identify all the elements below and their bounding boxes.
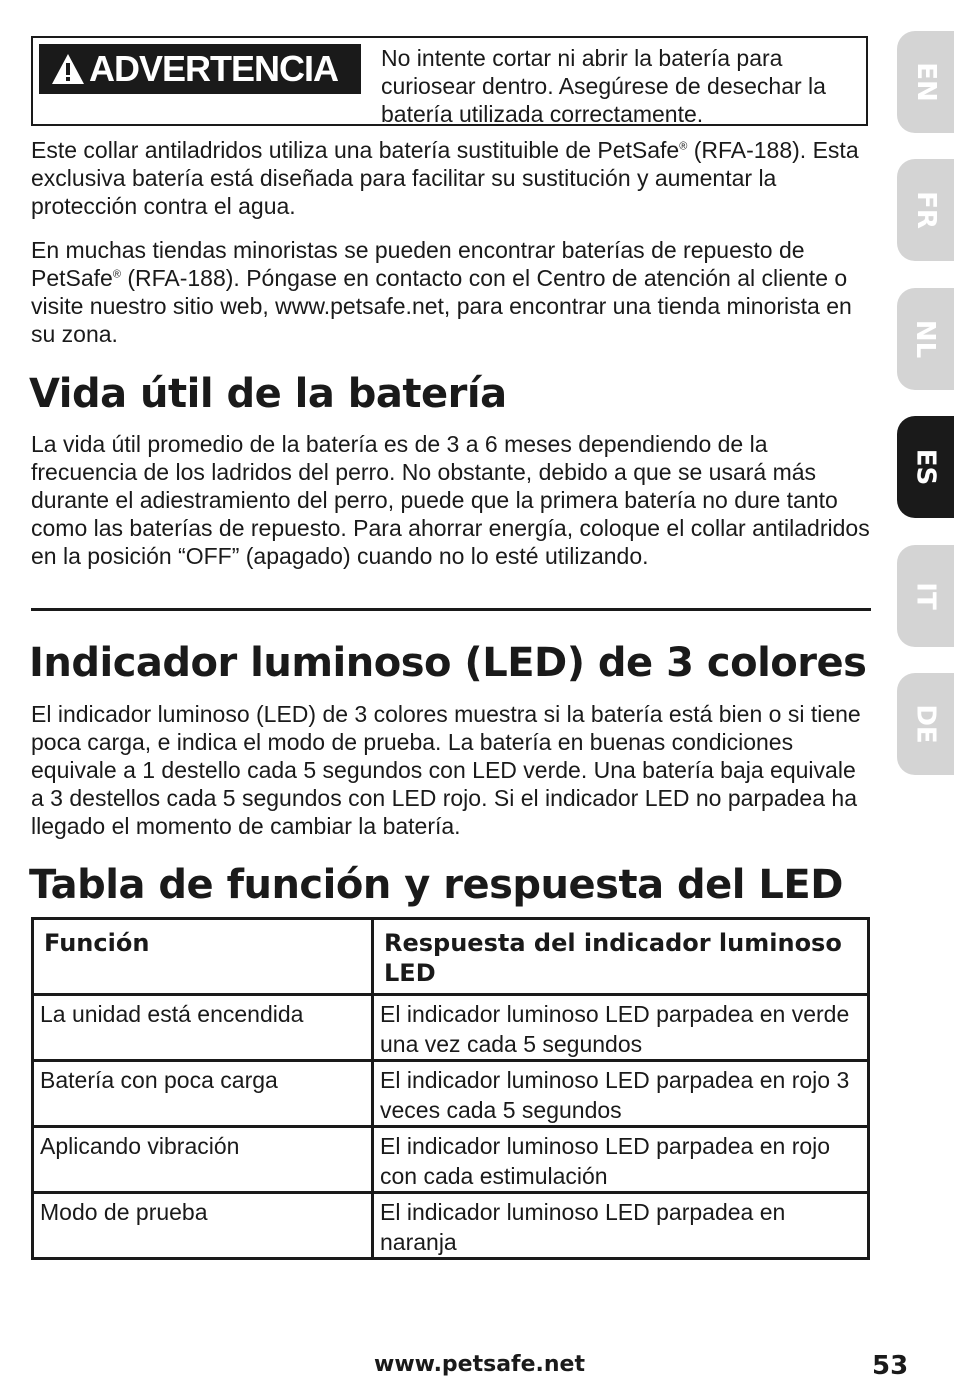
- section-divider: [31, 608, 871, 611]
- intro-p2-text-b: (RFA-188). Póngase en contacto con el Centro de atención al cliente o visite nuestro sitio web, www.petsafe.net, para encontrar una tienda minorista en su zona.: [31, 265, 852, 347]
- warning-badge: [39, 44, 361, 94]
- battery-life-text: La vida útil promedio de la batería es de 3 a 6 meses dependiendo de la frecuencia de los ladridos del perro. No obstante, debido a que se usará más durante el adiestramiento del perro, puede que la primera batería no dure tanto como las baterías de repuesto. Para ahorrar energía, coloque el collar antiladridos en la posición “OFF” (apagado) cuando no lo esté utilizando.: [31, 431, 870, 569]
- cell-function: Modo de prueba: [33, 1193, 373, 1259]
- cell-response: El indicador luminoso LED parpadea en verde una vez cada 5 segundos: [373, 995, 869, 1061]
- language-tab-nl[interactable]: [897, 288, 954, 390]
- language-tab-label: DE: [910, 704, 941, 744]
- language-tab-es[interactable]: [897, 416, 954, 518]
- cell-function: Aplicando vibración: [33, 1127, 373, 1193]
- column-header-function: Función: [33, 919, 373, 995]
- intro-p1-text-b: (RFA-188). Esta exclusiva batería está diseñada para facilitar su sustitución y aumentar la protección contra el agua.: [31, 137, 859, 219]
- table-row: [33, 995, 869, 1061]
- led-table-heading: Tabla de función y respuesta del LED: [29, 862, 843, 908]
- table-row: [33, 1061, 869, 1127]
- table-header-row: [33, 919, 869, 995]
- language-tab-it[interactable]: [897, 545, 954, 647]
- language-tab-label: EN: [910, 62, 941, 102]
- footer-website[interactable]: www.petsafe.net: [374, 1352, 585, 1377]
- led-indicator-heading: Indicador luminoso (LED) de 3 colores: [29, 640, 867, 686]
- led-function-table: [31, 917, 870, 1260]
- battery-life-heading: Vida útil de la batería: [29, 371, 507, 417]
- column-header-response: Respuesta del indicador luminoso LED: [373, 919, 869, 995]
- language-tab-label: ES: [910, 448, 941, 486]
- language-tab-label: IT: [910, 582, 941, 610]
- cell-function: La unidad está encendida: [33, 995, 373, 1061]
- language-tab-fr[interactable]: [897, 159, 954, 261]
- cell-response: El indicador luminoso LED parpadea en rojo 3 veces cada 5 segundos: [373, 1061, 869, 1127]
- language-tab-label: NL: [910, 319, 941, 359]
- intro-p2-text-a: En muchas tiendas minoristas se pueden encontrar baterías de repuesto de PetSafe: [31, 237, 805, 291]
- language-tab-en[interactable]: [897, 31, 954, 133]
- language-tab-label: FR: [910, 191, 941, 229]
- warning-box: [31, 36, 868, 126]
- cell-function: Batería con poca carga: [33, 1061, 373, 1127]
- page-number: 53: [872, 1351, 909, 1381]
- cell-response: El indicador luminoso LED parpadea en rojo con cada estimulación: [373, 1127, 869, 1193]
- table-row: [33, 1193, 869, 1259]
- registered-mark: ®: [112, 268, 121, 281]
- table-row: [33, 1127, 869, 1193]
- registered-mark: ®: [679, 140, 688, 153]
- cell-response: El indicador luminoso LED parpadea en naranja: [373, 1193, 869, 1259]
- warning-text: No intente cortar ni abrir la batería para curiosear dentro. Asegúrese de desechar la batería utilizada correctamente.: [381, 45, 826, 127]
- intro-paragraph-2: [31, 236, 866, 348]
- led-indicator-text: El indicador luminoso (LED) de 3 colores muestra si la batería está bien o si tiene poca carga, e indica el modo de prueba. La batería en buenas condiciones equivale a 1 destello cada 5 segundos con LED verde. Una batería baja equivale a 3 destellos cada 5 segundos con LED rojo. Si el indicador LED no parpadea ha llegado el momento de cambiar la batería.: [31, 701, 861, 839]
- warning-triangle-icon: [51, 52, 85, 86]
- intro-p1-text-a: Este collar antiladridos utiliza una batería sustituible de PetSafe: [31, 137, 680, 163]
- warning-badge-label: ADVERTENCIA: [89, 48, 339, 89]
- intro-paragraph-1: [31, 136, 871, 220]
- language-tab-de[interactable]: [897, 673, 954, 775]
